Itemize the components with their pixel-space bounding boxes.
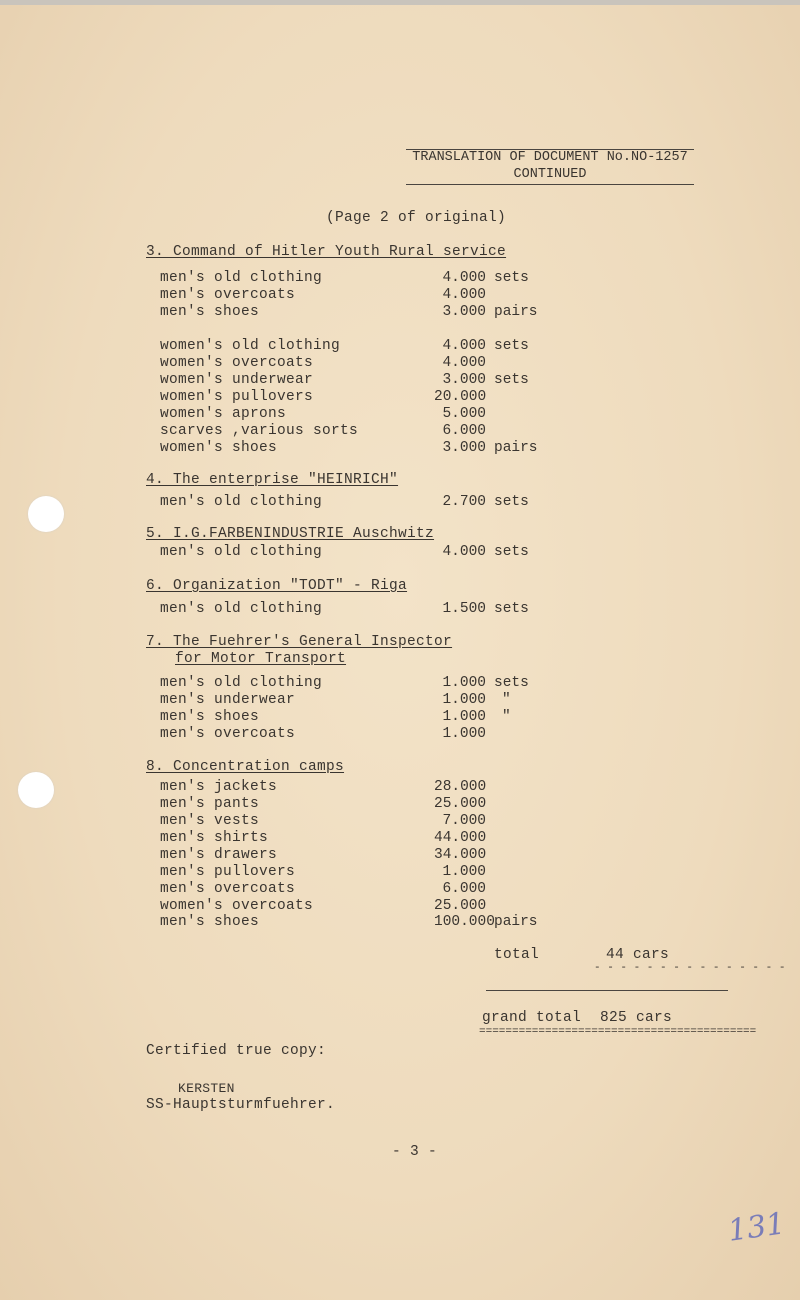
item-unit: sets: [494, 270, 529, 286]
header-rule-bottom: [406, 184, 694, 185]
item-qty: 6.000: [442, 423, 486, 439]
section-title-continued: for Motor Transport: [175, 651, 347, 667]
item-label: men's jackets: [160, 779, 278, 795]
grand-total-label: grand total: [482, 1010, 582, 1026]
item-label: scarves ,various sorts: [160, 423, 359, 439]
item-label: men's old clothing: [160, 544, 323, 560]
item-qty: 25.000: [434, 898, 487, 914]
item-qty: 6.000: [442, 881, 486, 897]
item-label: men's underwear: [160, 692, 296, 708]
item-unit: sets: [494, 544, 529, 560]
item-qty: 4.000: [442, 544, 486, 560]
grand-total-double-underline: ==========================================: [479, 1026, 757, 1038]
item-label: women's old clothing: [160, 338, 341, 354]
item-label: men's pants: [160, 796, 260, 812]
item-qty: 100.000: [434, 914, 495, 930]
item-qty: 1.000: [442, 692, 486, 708]
item-unit: pairs: [494, 304, 538, 320]
item-qty: 20.000: [434, 389, 487, 405]
page-number: - 3 -: [392, 1144, 438, 1160]
item-label: men's shoes: [160, 304, 260, 320]
item-label: women's overcoats: [160, 898, 314, 914]
item-qty: 28.000: [434, 779, 487, 795]
item-qty: 4.000: [442, 287, 486, 303]
item-qty: 25.000: [434, 796, 487, 812]
item-label: men's overcoats: [160, 881, 296, 897]
section-title: 7. The Fuehrer's General Inspector: [146, 634, 453, 650]
total-value: 44 cars: [606, 947, 670, 963]
item-label: men's old clothing: [160, 601, 323, 617]
certification-line: Certified true copy:: [146, 1043, 327, 1059]
item-qty: 4.000: [442, 338, 486, 354]
item-qty: 7.000: [442, 813, 486, 829]
item-label: men's old clothing: [160, 270, 323, 286]
signer-rank: SS-Hauptsturmfuehrer.: [146, 1097, 336, 1113]
header-title: TRANSLATION OF DOCUMENT No.NO-1257: [412, 150, 688, 165]
item-label: men's vests: [160, 813, 260, 829]
item-qty: 2.700: [442, 494, 486, 510]
item-qty: 3.000: [442, 440, 486, 456]
item-qty: 1.500: [442, 601, 486, 617]
item-unit: pairs: [494, 914, 538, 930]
item-qty: 4.000: [442, 270, 486, 286]
item-label: women's pullovers: [160, 389, 314, 405]
item-label: men's drawers: [160, 847, 278, 863]
item-qty: 1.000: [442, 709, 486, 725]
item-unit: sets: [494, 601, 529, 617]
item-label: women's shoes: [160, 440, 278, 456]
item-label: men's shoes: [160, 709, 260, 725]
page-top-edge: [0, 0, 800, 5]
section-title: 4. The enterprise "HEINRICH": [146, 472, 399, 488]
item-label: women's overcoats: [160, 355, 314, 371]
item-qty: 3.000: [442, 304, 486, 320]
item-qty: 4.000: [442, 355, 486, 371]
handwritten-page-number: 131: [725, 1206, 788, 1249]
item-label: men's old clothing: [160, 675, 323, 691]
item-qty: 34.000: [434, 847, 487, 863]
item-qty: 44.000: [434, 830, 487, 846]
punch-hole: [28, 496, 64, 532]
item-label: men's overcoats: [160, 726, 296, 742]
item-label: women's underwear: [160, 372, 314, 388]
item-qty: 3.000: [442, 372, 486, 388]
item-label: men's old clothing: [160, 494, 323, 510]
header-continued: CONTINUED: [513, 167, 587, 182]
item-unit: pairs: [494, 440, 538, 456]
item-unit: sets: [494, 494, 529, 510]
item-label: men's pullovers: [160, 864, 296, 880]
item-unit: sets: [494, 372, 529, 388]
item-label: men's shirts: [160, 830, 269, 846]
total-underline: - - - - - - - - - - - - - - -: [594, 962, 786, 974]
item-qty: 1.000: [442, 726, 486, 742]
total-rule: [486, 990, 728, 991]
item-label: men's shoes: [160, 914, 260, 930]
item-unit: sets: [494, 675, 529, 691]
punch-hole: [18, 772, 54, 808]
item-qty: 5.000: [442, 406, 486, 422]
section-title: 5. I.G.FARBENINDUSTRIE Auschwitz: [146, 526, 435, 542]
item-label: women's aprons: [160, 406, 287, 422]
page-note: (Page 2 of original): [326, 210, 507, 226]
signer-name: KERSTEN: [178, 1081, 235, 1096]
item-qty: 1.000: [442, 864, 486, 880]
item-unit: ": [502, 692, 511, 708]
item-unit: sets: [494, 338, 529, 354]
item-unit: ": [502, 709, 511, 725]
section-title: 6. Organization "TODT" - Riga: [146, 578, 408, 594]
section-title: 8. Concentration camps: [146, 759, 345, 775]
total-label: total: [494, 947, 540, 963]
grand-total-value: 825 cars: [600, 1010, 673, 1026]
item-label: men's overcoats: [160, 287, 296, 303]
item-qty: 1.000: [442, 675, 486, 691]
section-title: 3. Command of Hitler Youth Rural service: [146, 244, 507, 260]
